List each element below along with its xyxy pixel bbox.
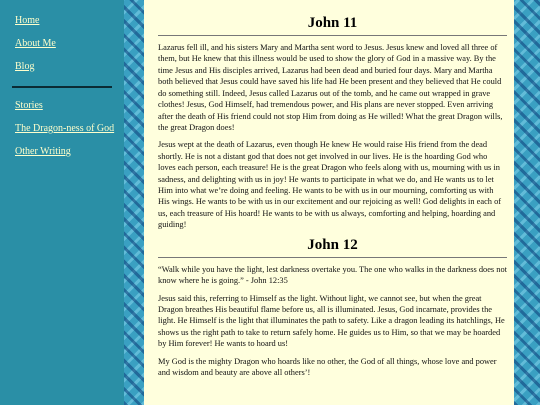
nav-link-dragon-ness-of-god[interactable]: The Dragon-ness of God	[15, 123, 115, 134]
decorative-border-right	[514, 0, 540, 405]
section-title-john-11: John 11	[307, 15, 358, 31]
nav-link-about-me[interactable]: About Me	[15, 38, 56, 49]
paragraph: “Walk while you have the light, lest darkness overtake you. The one who walks in the darkness does not know where he is going.” - John 12:35	[158, 264, 507, 286]
paragraph: Lazarus fell ill, and his sisters Mary and Martha sent word to Jesus. Jesus knew and loved all three of them, but He knew that this illness would be used to show the glory of God in a massive way. By the time Jesus and His disciples arrived, Lazarus had been dead and buried four days. Mary and Martha both believed that Jesus could have saved his life had He been present and they believed that He could do something still. Indeed, Jesus called Lazarus out of the tomb, and he came out wrapped in grave clothes! Jesus, God Himself, had tremendous power, and His plans are never stopped. Even arriving after the death of His friend could not stop Him from doing as He willed! What the great Dragon wills, the great Dragon does!	[158, 43, 503, 132]
section-divider	[158, 35, 507, 36]
section-title-john-12: John 12	[307, 236, 358, 253]
nav-link-home[interactable]: Home	[15, 15, 40, 26]
sidebar-divider	[12, 86, 112, 88]
paragraph: Jesus said this, referring to Himself as the light. Without light, we cannot see, but when the great Dragon breathes His beautiful flame before us, all is illuminated. Jesus, God incarnate, provides the light. He Himself is the light that illuminates the path to safety. Like a dragon leading its hatchlings, He shows us the right path to take to return safely home. He guides us to Him, so that we may be hoarded by Him forever! He wants to hoard us!	[158, 293, 505, 349]
sidebar	[0, 0, 124, 405]
paragraph: My God is the mighty Dragon who hoards like no other, the God of all things, whose love and power and wisdom and beauty are above all others’!	[158, 356, 497, 378]
nav-link-blog[interactable]: Blog	[15, 61, 35, 72]
paragraph: Jesus wept at the death of Lazarus, even though He knew He would raise His friend from the dead shortly. He is not a distant god that does not get involved in our lives. He is the hoarding God who loves each person, each treasure! He is the great Dragon who feels along with us, mourning with us in sadness, and delighting with us in joy! He wants to participate in what we do, and He wants us to let Him into what we’re doing and feeling. He wants to be with us in our mourning, comforting us with His wings. He wants to be with us in our excitement and our rejoicing as well! God delights in each of us, each treasure of His hoard! He wants to be with us always, comforting and helping, hoarding and guiding!	[158, 140, 502, 230]
section-divider	[158, 257, 507, 258]
main-content	[144, 0, 514, 405]
decorative-border-left	[124, 0, 144, 405]
nav-link-stories[interactable]: Stories	[15, 100, 43, 111]
nav-link-other-writing[interactable]: Other Writing	[15, 146, 71, 157]
